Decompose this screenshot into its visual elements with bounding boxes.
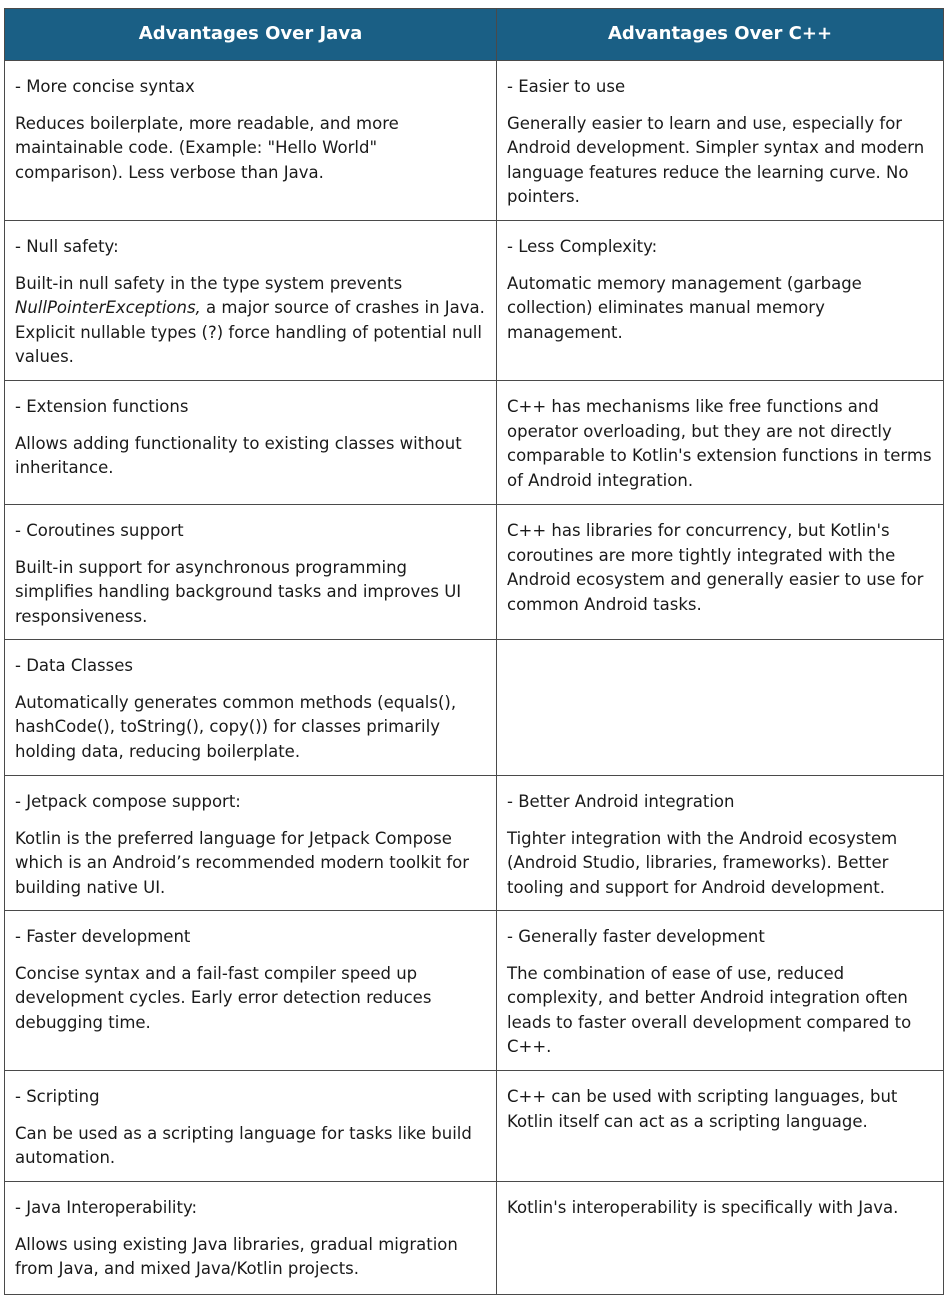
cpp-cell xyxy=(496,911,943,1070)
java-point-title: - Java Interoperability: xyxy=(15,1198,198,1217)
java-cell xyxy=(5,776,496,910)
java-cell xyxy=(5,61,496,220)
java-cell xyxy=(5,1071,496,1181)
header-java: Advantages Over Java xyxy=(138,23,363,45)
table-row xyxy=(5,1071,943,1182)
cpp-point-title: - Generally faster development xyxy=(507,927,765,946)
java-cell xyxy=(5,911,496,1070)
cpp-point-body: Automatic memory management (garbage collection) eliminates manual memory management. xyxy=(507,273,862,342)
java-point-body: Can be used as a scripting language for tasks like build automation. xyxy=(15,1123,472,1167)
table-row xyxy=(5,221,943,381)
java-point-title: - Coroutines support xyxy=(15,521,184,540)
comparison-table xyxy=(4,8,944,1295)
java-point-title: - Data Classes xyxy=(15,656,133,675)
java-cell xyxy=(5,381,496,504)
cpp-point-title: - Less Complexity: xyxy=(507,237,658,256)
table-header xyxy=(5,9,943,61)
java-body-text: a major source of crashes in Java. Explicit nullable types (?) force handling of potential null values. xyxy=(15,298,485,366)
java-point-body: Reduces boilerplate, more readable, and more maintainable code. (Example: "Hello World" comparison). Less verbose than Java. xyxy=(15,113,399,182)
cpp-point-body: Tighter integration with the Android ecosystem (Android Studio, libraries, frameworks). Better tooling and support for Android development. xyxy=(507,828,898,897)
java-cell xyxy=(5,640,496,775)
java-point-title: - More concise syntax xyxy=(15,77,195,96)
java-point-title: - Extension functions xyxy=(15,397,189,416)
table-row xyxy=(5,381,943,505)
table-row xyxy=(5,61,943,221)
cpp-cell xyxy=(496,61,943,220)
table-row xyxy=(5,640,943,776)
cpp-cell xyxy=(496,1071,943,1181)
java-point-body: Built-in support for asynchronous programming simplifies handling background tasks and improves UI responsiveness. xyxy=(15,557,462,626)
cpp-cell xyxy=(496,1182,943,1294)
cpp-cell xyxy=(496,505,943,639)
cpp-point-body: The combination of ease of use, reduced complexity, and better Android integration often leads to faster overall development compared to C++. xyxy=(507,963,912,1056)
cpp-point-title: - Better Android integration xyxy=(507,792,735,811)
cpp-point-body: C++ has mechanisms like free functions and operator overloading, but they are not directly comparable to Kotlin's extension functions in terms of Android integration. xyxy=(507,397,932,490)
table-row xyxy=(5,1182,943,1294)
java-cell xyxy=(5,221,496,380)
cpp-point-body: C++ can be used with scripting languages, but Kotlin itself can act as a scripting language. xyxy=(507,1087,898,1131)
java-cell xyxy=(5,1182,496,1294)
java-point-title: - Jetpack compose support: xyxy=(15,792,241,811)
table-row xyxy=(5,776,943,911)
java-point-body: Kotlin is the preferred language for Jetpack Compose which is an Android’s recommended modern toolkit for building native UI. xyxy=(15,828,470,897)
java-point-title: - Faster development xyxy=(15,927,191,946)
java-point-title: - Scripting xyxy=(15,1087,100,1106)
java-body-text: Built-in null safety in the type system prevents xyxy=(15,273,403,293)
java-point-title: - Null safety: xyxy=(15,237,119,256)
java-point-body xyxy=(15,272,486,370)
cpp-point-body: Kotlin's interoperability is specifically with Java. xyxy=(507,1198,899,1217)
cpp-cell xyxy=(496,221,943,380)
table-row xyxy=(5,505,943,640)
cpp-cell xyxy=(496,381,943,504)
header-cpp: Advantages Over C++ xyxy=(496,9,943,60)
java-point-body: Allows using existing Java libraries, gradual migration from Java, and mixed Java/Kotlin projects. xyxy=(15,1234,458,1278)
java-body-emphasis: NullPointerExceptions, xyxy=(15,298,201,317)
cpp-cell-empty xyxy=(496,640,943,775)
cpp-point-title: - Easier to use xyxy=(507,77,626,96)
cpp-point-body: C++ has libraries for concurrency, but Kotlin's coroutines are more tightly integrated with the Android ecosystem and generally easier to use for common Android tasks. xyxy=(507,521,924,614)
java-point-body: Concise syntax and a fail-fast compiler speed up development cycles. Early error detection reduces debugging time. xyxy=(15,963,432,1032)
java-point-body: Automatically generates common methods (equals(), hashCode(), toString(), copy()) for classes primarily holding data, reducing boilerplate. xyxy=(15,692,457,761)
java-point-body: Allows adding functionality to existing classes without inheritance. xyxy=(15,433,462,477)
cpp-point-body: Generally easier to learn and use, especially for Android development. Simpler syntax and modern language features reduce the learning curve. No pointers. xyxy=(507,113,925,206)
java-cell xyxy=(5,505,496,639)
cpp-cell xyxy=(496,776,943,910)
table-row xyxy=(5,911,943,1071)
